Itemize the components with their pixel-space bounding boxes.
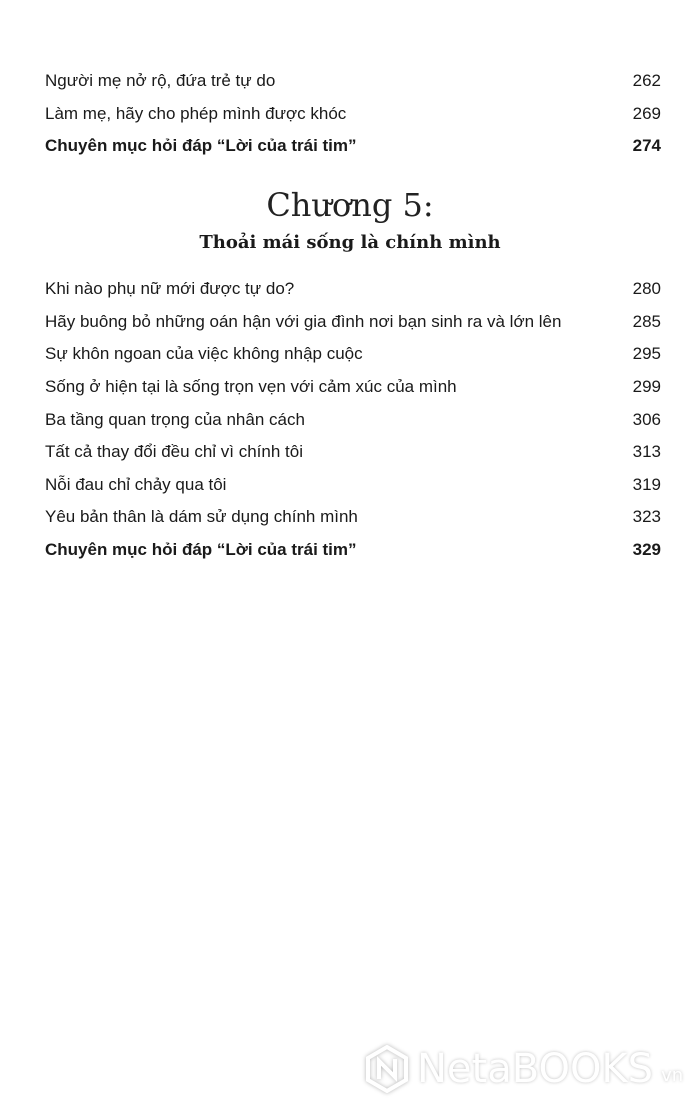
watermark-suffix: vn xyxy=(661,1064,684,1086)
toc-entry-page: 299 xyxy=(632,377,661,397)
toc-entry xyxy=(45,273,661,306)
toc-entry xyxy=(45,501,661,534)
toc-entry-page: 262 xyxy=(632,71,661,91)
toc-entry-title: Sự khôn ngoan của việc không nhập cuộc xyxy=(45,344,363,364)
toc-entry-page: 274 xyxy=(632,136,661,156)
toc-entry-page: 323 xyxy=(632,507,661,527)
toc-entry-page: 329 xyxy=(632,540,661,560)
toc-entry xyxy=(45,338,661,371)
toc-entry xyxy=(45,65,661,98)
toc-entry xyxy=(45,534,661,567)
toc-entry-page: 269 xyxy=(632,103,661,123)
netabooks-hexagon-icon xyxy=(365,1045,409,1093)
toc-entry-page: 295 xyxy=(632,344,661,364)
chapter-subtitle: Thoải mái sống là chính mình xyxy=(199,232,501,253)
toc-entry xyxy=(45,306,661,339)
toc-entry-title: Tất cả thay đổi đều chỉ vì chính tôi xyxy=(45,442,303,462)
toc-entry xyxy=(45,469,661,502)
toc-entry-title: Nỗi đau chỉ chảy qua tôi xyxy=(45,474,227,494)
toc-entry xyxy=(45,403,661,436)
toc-entry-page: 280 xyxy=(632,279,661,299)
chapter-title: Chương 5: xyxy=(266,186,434,224)
toc-list-chapter-5 xyxy=(45,273,661,566)
watermark-brand: NetaBOOKS xyxy=(417,1046,654,1092)
toc-entry-title: Hãy buông bỏ những oán hận với gia đình nơi bạn sinh ra và lớn lên xyxy=(45,311,562,331)
toc-entry xyxy=(45,130,661,163)
toc-entry xyxy=(45,98,661,131)
toc-entry-title: Làm mẹ, hãy cho phép mình được khóc xyxy=(45,103,347,123)
toc-entry xyxy=(45,371,661,404)
toc-entry-title: Ba tầng quan trọng của nhân cách xyxy=(45,409,305,429)
toc-entry xyxy=(45,436,661,469)
toc-entry-page: 313 xyxy=(632,442,661,462)
toc-entry-title: Người mẹ nở rộ, đứa trẻ tự do xyxy=(45,71,276,91)
toc-entry-page: 319 xyxy=(632,474,661,494)
toc-entry-page: 306 xyxy=(632,409,661,429)
toc-entry-title: Khi nào phụ nữ mới được tự do? xyxy=(45,279,295,299)
watermark-logo xyxy=(365,1045,683,1093)
toc-entry-title: Yêu bản thân là dám sử dụng chính mình xyxy=(45,507,358,527)
toc-entry-title: Chuyên mục hỏi đáp “Lời của trái tim” xyxy=(45,136,357,156)
toc-entry-title: Sống ở hiện tại là sống trọn vẹn với cảm xúc của mình xyxy=(45,377,457,397)
toc-list-previous-chapter xyxy=(45,65,661,163)
toc-entry-title: Chuyên mục hỏi đáp “Lời của trái tim” xyxy=(45,540,357,560)
toc-entry-page: 285 xyxy=(632,311,661,331)
